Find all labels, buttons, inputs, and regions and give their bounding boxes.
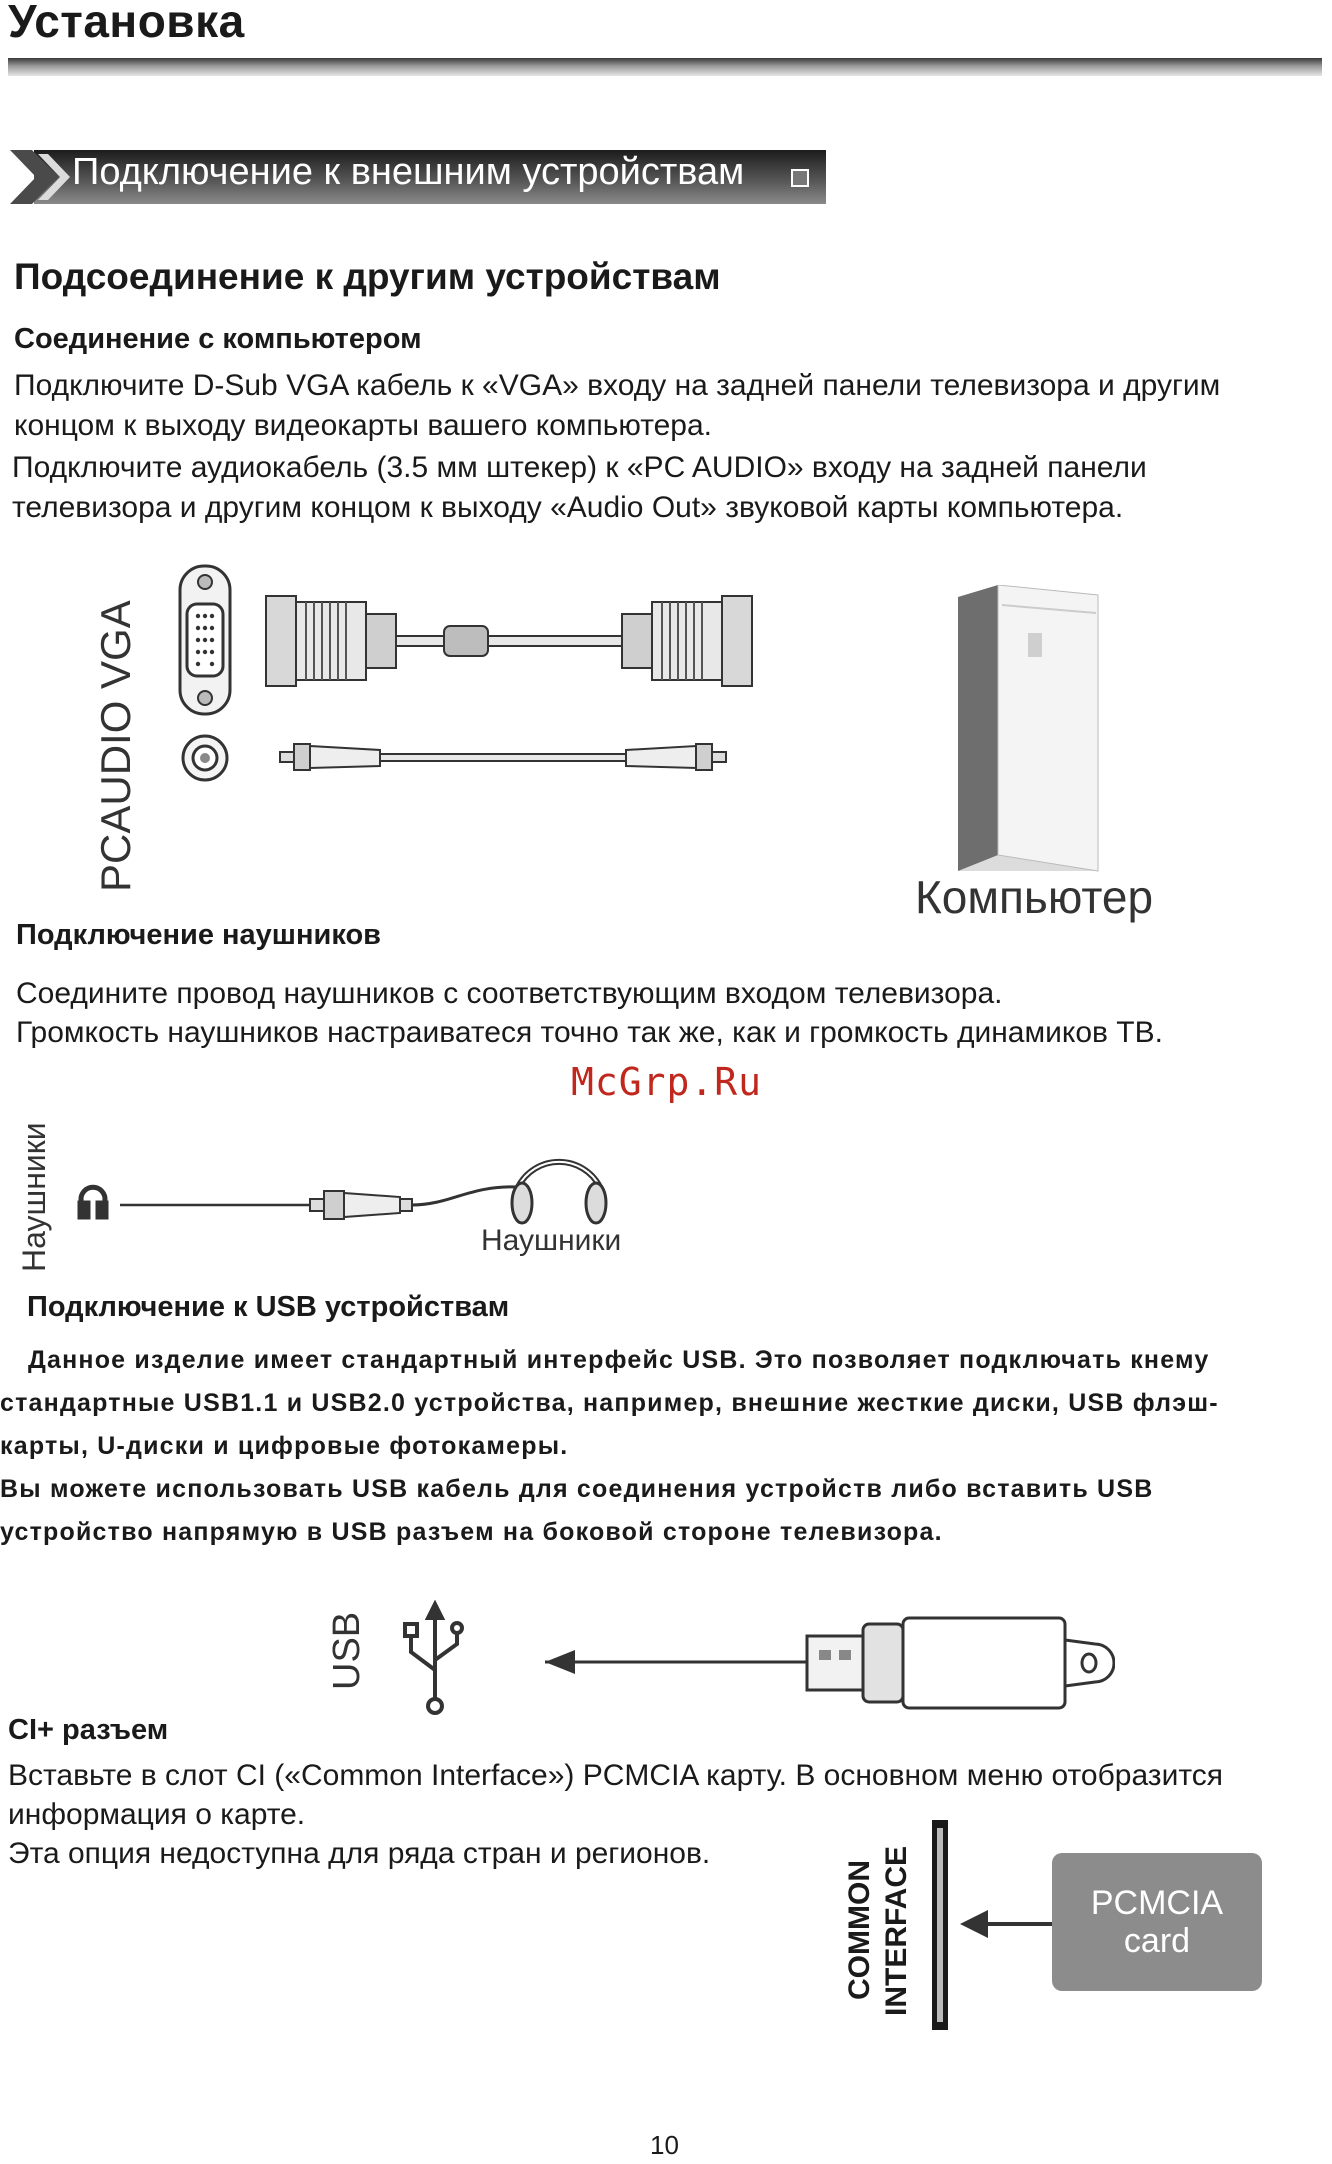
pc-heading: Соединение с компьютером [14, 323, 422, 355]
computer-label: Компьютер [915, 871, 1154, 923]
ci-slot-label-1: COMMON [843, 1860, 876, 2000]
headphones-icon [512, 1162, 606, 1223]
pc-para1-line2: концом к выходу видеокарты вашего компьютера. [14, 409, 713, 442]
usb-line3: карты, U-диски и цифровые фотокамеры. [0, 1432, 569, 1460]
headphones-line1: Соедините провод наушников с соответствующим входом телевизора. [16, 977, 1003, 1010]
usb-diagram [395, 1600, 1115, 1720]
title-rule [8, 58, 1322, 76]
usb-line5: устройство напрямую в USB разъем на боковой стороне телевизора. [0, 1518, 943, 1546]
pc-para2-line1: Подключите аудиокабель (3.5 мм штекер) к «PC AUDIO» входу на задней панели [12, 451, 1147, 484]
audio-jack-icon [183, 736, 227, 780]
headphone-plug-icon [310, 1191, 412, 1219]
usb-heading: Подключение к USB устройствам [27, 1291, 510, 1323]
ci-line3: Эта опция недоступна для ряда стран и регионов. [8, 1837, 711, 1870]
usb-line2: стандартные USB1.1 и USB2.0 устройства, например, внешние жесткие диски, USB флэш- [0, 1389, 1219, 1417]
square-icon [791, 169, 809, 187]
pcmcia-card-icon [1052, 1853, 1262, 1991]
arrow-left-icon [960, 1910, 988, 1938]
usb-port-label: USB [326, 1611, 368, 1690]
ci-line2: информация о карте. [8, 1798, 306, 1831]
usb-line1: Данное изделие имеет стандартный интерфейс USB. Это позволяет подключать кнему [28, 1346, 1210, 1374]
arrow-left-icon [545, 1650, 575, 1674]
ci-heading: CI+ разъем [8, 1714, 169, 1746]
ci-slot-label-2: INTERFACE [880, 1845, 913, 2016]
section-banner-text: Подключение к внешним устройствам [72, 151, 745, 193]
pcmcia-card-label-2: card [1123, 1922, 1191, 1960]
page-title: Установка [8, 0, 245, 47]
page-number: 10 [650, 2130, 679, 2160]
headphones-device-label: Наушники [481, 1224, 622, 1257]
pc-para2-line2: телевизора и другим концом к выходу «Audio Out» звуковой карты компьютера. [12, 491, 1124, 524]
section-heading: Подсоединение к другим устройствам [14, 256, 721, 297]
pc-cable-diagram [170, 560, 830, 800]
headphones-heading: Подключение наушников [16, 919, 381, 951]
vga-connector-left-icon [266, 596, 396, 686]
headphones-line2: Громкость наушников настраиватеся точно так же, как и громкость динамиков ТВ. [16, 1016, 1163, 1049]
ci-slot-diagram [930, 1818, 1060, 2032]
headphone-port-icon [80, 1187, 106, 1217]
usb-flash-drive-icon [807, 1618, 1114, 1708]
headphones-port-label: Наушники [16, 1122, 52, 1272]
pc-para1-line1: Подключите D-Sub VGA кабель к «VGA» входу на задней панели телевизора и другим [14, 369, 1221, 402]
vga-port-icon [180, 566, 230, 714]
headphones-diagram [70, 1125, 620, 1235]
watermark: McGrp.Ru [571, 1060, 763, 1104]
pcmcia-card-label-1: PCMCIA [1090, 1884, 1224, 1922]
pc-port-label: PCAUDIO VGA [92, 600, 139, 892]
usb-icon [405, 1604, 462, 1713]
vga-connector-right-icon [622, 596, 752, 686]
usb-line4: Вы можете использовать USB кабель для соединения устройств либо вставить USB [0, 1475, 1154, 1503]
audio-cable-icon [280, 744, 726, 770]
computer-tower-icon [950, 585, 1100, 875]
ci-line1: Вставьте в слот CI («Common Interface») PCMCIA карту. В основном меню отобразится [8, 1759, 1223, 1792]
